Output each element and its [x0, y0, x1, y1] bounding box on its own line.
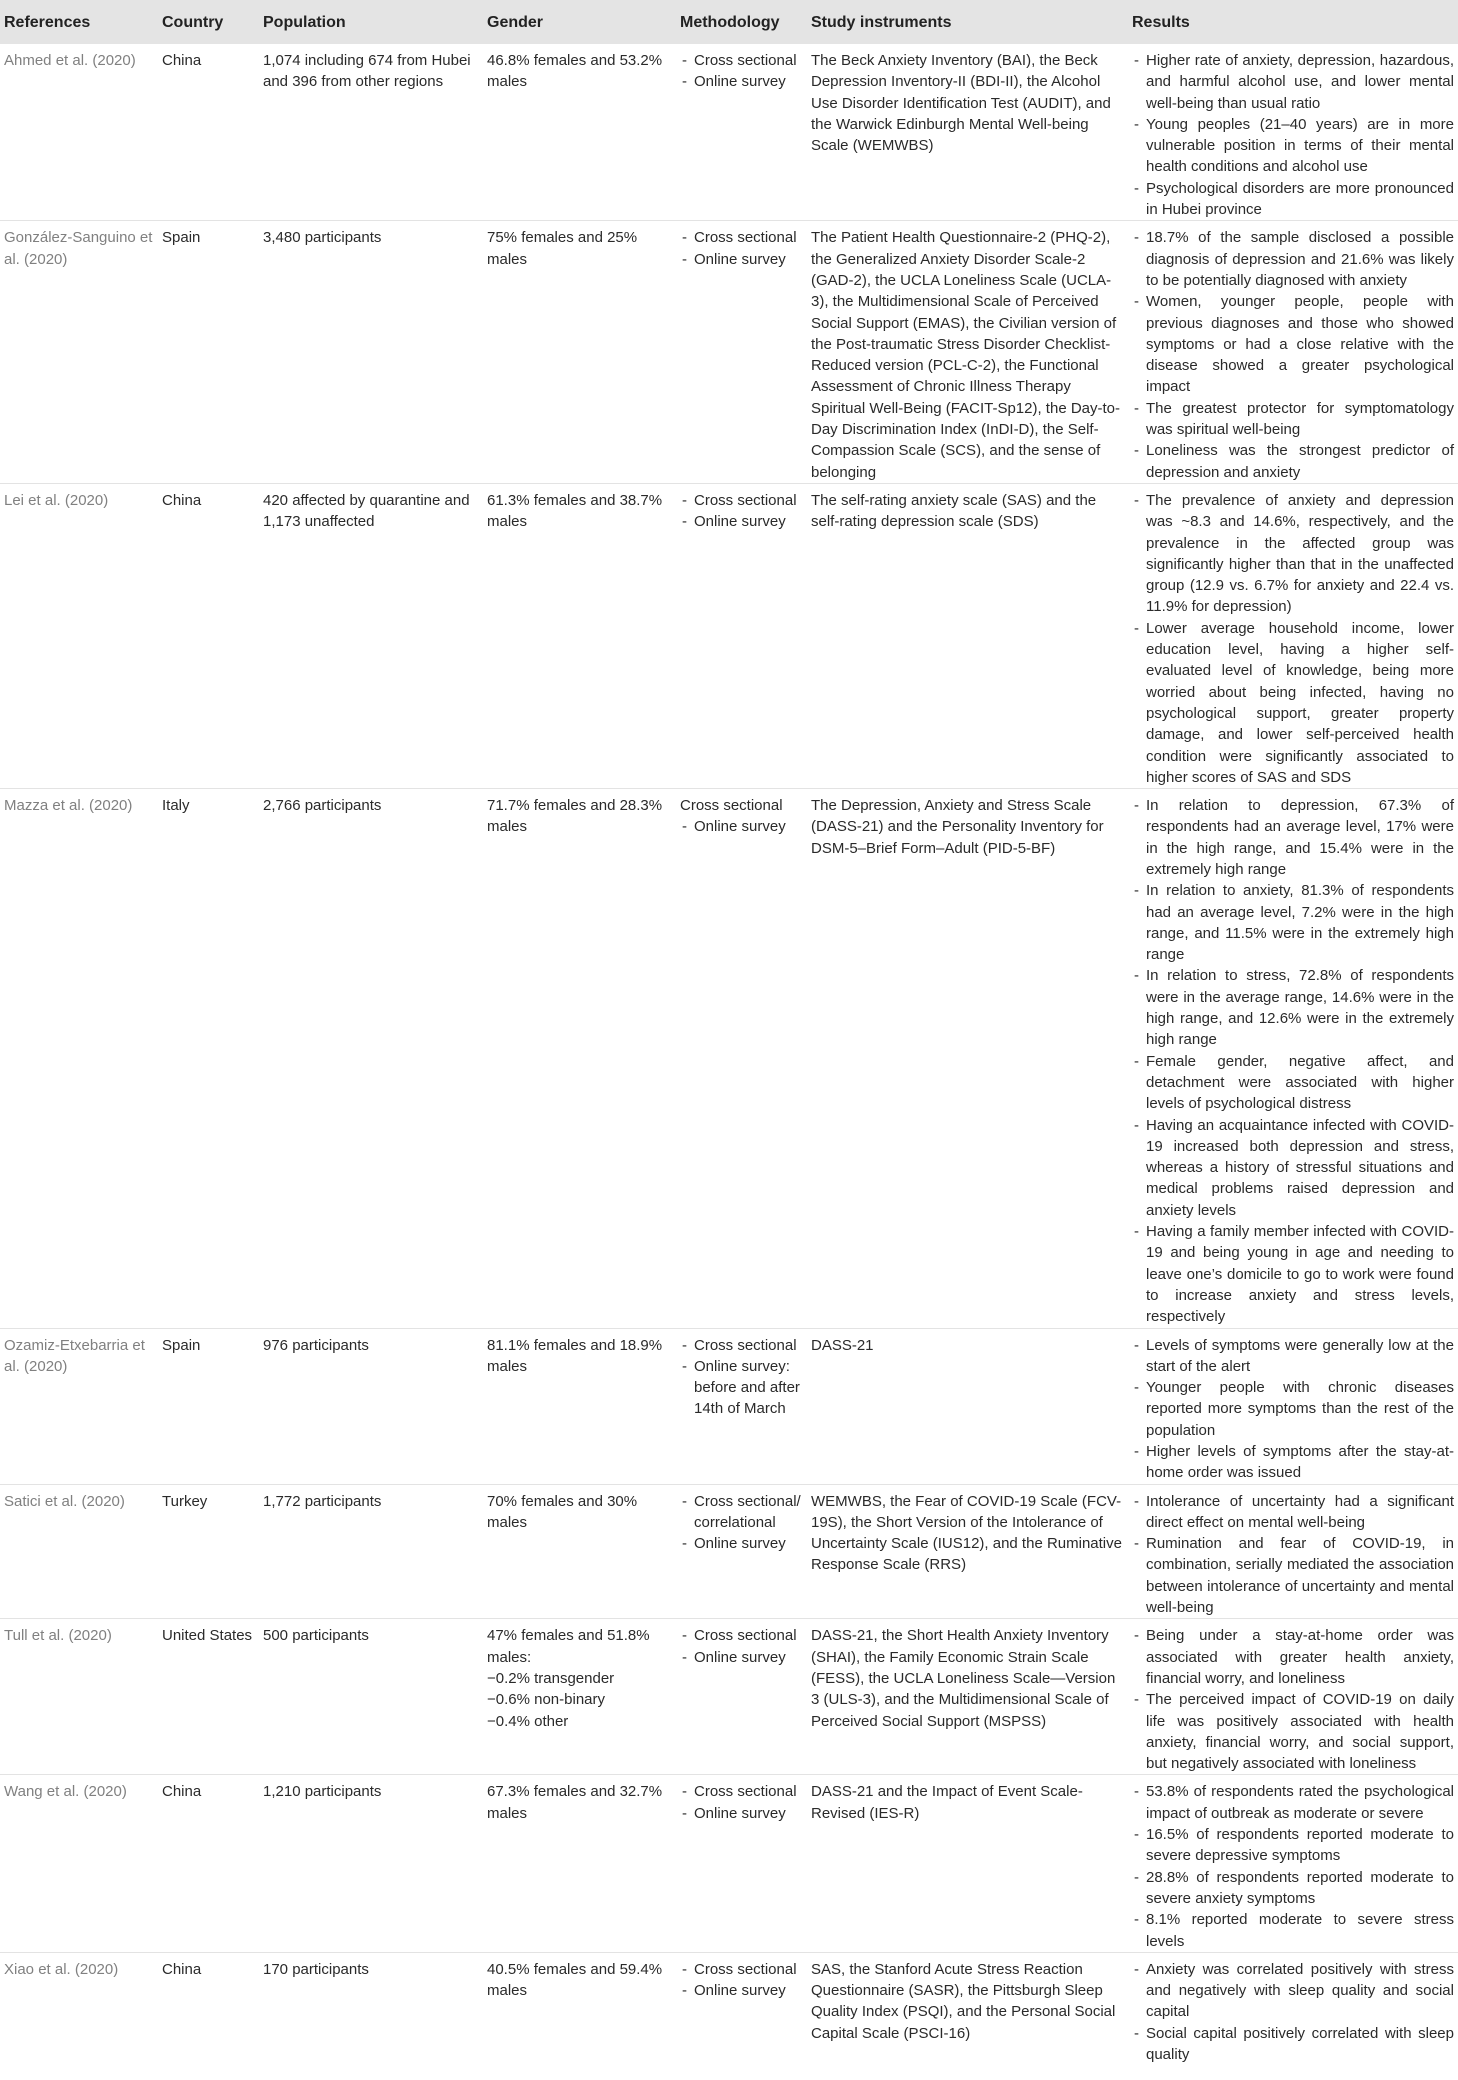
cell-study-instruments: WEMWBS, the Fear of COVID-19 Scale (FCV-19S), the Short Version of the Intolerance of Uncertainty Scale (IUS12), and the Ruminative Response Scale (RRS) — [811, 1492, 1122, 1574]
cell-study-instruments: DASS-21 and the Impact of Event Scale-Revised (IES-R) — [811, 1783, 1083, 1822]
header-methodology: Methodology — [676, 0, 807, 44]
header-study-instruments: Study instruments — [807, 0, 1128, 44]
methodology-list — [680, 50, 803, 93]
cell-study-instruments: SAS, the Stanford Acute Stress Reaction Questionnaire (SASR), the Pittsburgh Sleep Quality Index (PSQI), and the Personal Social Capital Scale (PSCI-16) — [811, 1960, 1116, 2042]
cell-results — [1128, 44, 1458, 221]
result-item: - Psychological disorders are more pronounced in Hubei province — [1132, 178, 1454, 221]
cell-results — [1128, 1619, 1458, 1775]
table-row — [0, 44, 1458, 221]
result-item: - 18.7% of the sample disclosed a possible diagnosis of depression and 21.6% was likely to be potentially diagnosed with anxiety — [1132, 227, 1454, 291]
cell-population: 500 participants — [263, 1627, 369, 1645]
cell-population: 976 participants — [263, 1336, 369, 1354]
result-item: - In relation to depression, 67.3% of respondents had an average level, 17% were in the high range, and 15.4% were in the extremely high range — [1132, 795, 1454, 880]
gender-line: 67.3% females and 32.7% males — [487, 1783, 663, 1822]
cell-gender — [483, 1619, 676, 1775]
cell-results — [1128, 221, 1458, 484]
methodology-item: - Cross sectional — [680, 490, 803, 511]
result-item: - Social capital positively correlated with sleep quality — [1132, 2023, 1454, 2066]
cell-population: 1,772 participants — [263, 1492, 382, 1510]
methodology-item: - Cross sectional — [680, 1781, 803, 1802]
gender-line: 81.1% females and 18.9% males — [487, 1336, 663, 1375]
cell-study-instruments: DASS-21 — [811, 1336, 874, 1354]
methodology-item: - Online survey: before and after 14th of March — [680, 1356, 803, 1420]
methodology-item: - Cross sectional/ correlational — [680, 1491, 803, 1534]
result-item: - 28.8% of respondents reported moderate to severe anxiety symptoms — [1132, 1867, 1454, 1910]
result-item: - Being under a stay-at-home order was associated with greater health anxiety, financial worry, and loneliness — [1132, 1625, 1454, 1689]
gender-line: −0.2% transgender — [487, 1669, 615, 1687]
table-row — [0, 1775, 1458, 1952]
header-results: Results — [1128, 0, 1458, 44]
methodology-list — [680, 1781, 803, 1824]
cell-country: China — [162, 491, 202, 509]
cell-country: China — [162, 52, 202, 69]
gender-line: 71.7% females and 28.3% males — [487, 797, 663, 836]
cell-study-instruments: The self-rating anxiety scale (SAS) and the self-rating depression scale (SDS) — [811, 491, 1097, 531]
cell-study-instruments: DASS-21, the Short Health Anxiety Inventory (SHAI), the Family Economic Strain Scale (FESS), the UCLA Loneliness Scale—Version 3 (ULS-3), and the Multidimensional Scale of Perceived Social Support (MSPSS) — [811, 1627, 1116, 1730]
results-list — [1132, 490, 1454, 788]
result-item: - Intolerance of uncertainty had a significant direct effect on mental well-being — [1132, 1491, 1454, 1534]
cell-gender — [483, 789, 676, 1328]
result-item: - Higher rate of anxiety, depression, hazardous, and harmful alcohol use, and lower mental well-being than usual ratio — [1132, 50, 1454, 114]
cell-gender — [483, 44, 676, 221]
methodology-item: - Online survey — [680, 1980, 803, 2001]
cell-methodology — [676, 1484, 807, 1619]
cell-country: Italy — [162, 797, 190, 815]
result-item: - Anxiety was correlated positively with stress and negatively with sleep quality and social capital — [1132, 1959, 1454, 2023]
methodology-item: - Online survey — [680, 249, 803, 270]
result-item: - Higher levels of symptoms after the stay-at-home order was issued — [1132, 1441, 1454, 1484]
cell-reference: Mazza et al. (2020) — [4, 797, 133, 815]
methodology-list — [680, 1491, 803, 1555]
result-item: - Women, younger people, people with previous diagnoses and those who showed symptoms or had a close relative with the disease showed a greater psychological impact — [1132, 291, 1454, 397]
cell-population: 1,210 participants — [263, 1783, 382, 1801]
cell-results — [1128, 1952, 1458, 2080]
table-row — [0, 1328, 1458, 1484]
cell-population: 1,074 including 674 from Hubei and 396 from other regions — [263, 52, 471, 91]
result-item: - Loneliness was the strongest predictor of depression and anxiety — [1132, 440, 1454, 483]
result-item: - The perceived impact of COVID-19 on daily life was positively associated with health anxiety, financial worry, and social support, but negatively associated with loneliness — [1132, 1689, 1454, 1774]
result-item: - Rumination and fear of COVID-19, in combination, serially mediated the association between intolerance of uncertainty and mental well-being — [1132, 1533, 1454, 1618]
methodology-list — [680, 227, 803, 270]
result-item: - Young peoples (21–40 years) are in more vulnerable position in terms of their mental health conditions and alcohol use — [1132, 114, 1454, 178]
result-item: - The prevalence of anxiety and depression was ~8.3 and 14.6%, respectively, and the prevalence in the affected group was significantly higher than that in the unaffected group (12.9 vs. 6.7% for anxiety and 22.4 vs. 11.9% for depression) — [1132, 490, 1454, 618]
cell-methodology — [676, 44, 807, 221]
cell-reference: Satici et al. (2020) — [4, 1492, 125, 1510]
result-item: - 53.8% of respondents rated the psychological impact of outbreak as moderate or severe — [1132, 1781, 1454, 1824]
result-item: - Having an acquaintance infected with COVID-19 increased both depression and stress, whereas a history of stressful situations and medical problems raised depression and anxiety levels — [1132, 1115, 1454, 1221]
table-header — [0, 0, 1458, 44]
methodology-item: Cross sectional — [680, 797, 783, 815]
cell-reference: González-Sanguino et al. (2020) — [4, 229, 153, 268]
gender-line: 40.5% females and 59.4% males — [487, 1960, 663, 2000]
cell-country: China — [162, 1960, 202, 1978]
gender-line: −0.6% non-binary — [487, 1691, 605, 1709]
cell-methodology — [676, 1952, 807, 2080]
cell-country: Spain — [162, 1336, 201, 1354]
cell-country: United States — [162, 1627, 253, 1645]
gender-line: 46.8% females and 53.2% males — [487, 52, 663, 91]
header-row — [0, 0, 1458, 44]
gender-line: 61.3% females and 38.7% males — [487, 491, 663, 531]
cell-reference: Xiao et al. (2020) — [4, 1960, 119, 1978]
header-population: Population — [259, 0, 483, 44]
methodology-list — [680, 1625, 803, 1668]
result-item: - 8.1% reported moderate to severe stress levels — [1132, 1909, 1454, 1952]
table-body — [0, 44, 1458, 2080]
cell-population: 2,766 participants — [263, 797, 382, 815]
cell-results — [1128, 483, 1458, 788]
result-item: - Female gender, negative affect, and detachment were associated with higher levels of psychological distress — [1132, 1051, 1454, 1115]
methodology-item: - Cross sectional — [680, 1335, 803, 1356]
cell-reference: Ahmed et al. (2020) — [4, 52, 136, 69]
cell-reference: Lei et al. (2020) — [4, 491, 109, 509]
methodology-item: - Online survey — [680, 816, 803, 837]
cell-methodology — [676, 1328, 807, 1484]
header-gender: Gender — [483, 0, 676, 44]
gender-line: 75% females and 25% males — [487, 229, 638, 268]
cell-country: Turkey — [162, 1492, 208, 1510]
cell-study-instruments: The Depression, Anxiety and Stress Scale (DASS-21) and the Personality Inventory for DSM-5–Brief Form–Adult (PID-5-BF) — [811, 797, 1104, 857]
results-list — [1132, 795, 1454, 1327]
cell-population: 170 participants — [263, 1960, 369, 1978]
cell-gender — [483, 221, 676, 484]
methodology-list — [680, 1959, 803, 2002]
result-item: - Younger people with chronic diseases reported more symptoms than the rest of the population — [1132, 1377, 1454, 1441]
result-item: - Levels of symptoms were generally low at the start of the alert — [1132, 1335, 1454, 1378]
methodology-list — [680, 490, 803, 533]
table-row — [0, 1484, 1458, 1619]
cell-study-instruments: The Beck Anxiety Inventory (BAI), the Beck Depression Inventory-II (BDI-II), the Alcohol Use Disorder Identification Test (AUDIT), and the Warwick Edinburgh Mental Well-being Scale (WEMWBS) — [811, 52, 1111, 155]
cell-gender — [483, 483, 676, 788]
methodology-item: - Online survey — [680, 1803, 803, 1824]
cell-methodology — [676, 1775, 807, 1952]
methodology-item: - Cross sectional — [680, 50, 803, 71]
methodology-list — [680, 795, 803, 838]
methodology-item: - Online survey — [680, 511, 803, 532]
cell-reference: Ozamiz-Etxebarria et al. (2020) — [4, 1336, 145, 1375]
header-references: References — [0, 0, 158, 44]
cell-results — [1128, 1484, 1458, 1619]
result-item: - In relation to anxiety, 81.3% of respondents had an average level, 7.2% were in the high range, and 11.5% were in the extremely high range — [1132, 880, 1454, 965]
methodology-item: - Cross sectional — [680, 1959, 803, 1980]
cell-methodology — [676, 1619, 807, 1775]
table-row — [0, 1952, 1458, 2080]
gender-line: 47% females and 51.8% males: — [487, 1627, 650, 1666]
methodology-item: - Cross sectional — [680, 227, 803, 248]
results-list — [1132, 1491, 1454, 1619]
cell-methodology — [676, 789, 807, 1328]
cell-country: China — [162, 1783, 202, 1801]
results-list — [1132, 227, 1454, 483]
table-row — [0, 789, 1458, 1328]
cell-results — [1128, 1328, 1458, 1484]
result-item: - 16.5% of respondents reported moderate to severe depressive symptoms — [1132, 1824, 1454, 1867]
methodology-item: - Online survey — [680, 1533, 803, 1554]
results-list — [1132, 1959, 1454, 2065]
cell-results — [1128, 789, 1458, 1328]
results-list — [1132, 1335, 1454, 1484]
results-list — [1132, 50, 1454, 220]
methodology-item: - Online survey — [680, 1647, 803, 1668]
results-list — [1132, 1625, 1454, 1774]
results-list — [1132, 1781, 1454, 1951]
cell-reference: Wang et al. (2020) — [4, 1783, 127, 1801]
cell-gender — [483, 1484, 676, 1619]
table-row — [0, 221, 1458, 484]
cell-population: 420 affected by quarantine and 1,173 unaffected — [263, 491, 470, 531]
cell-results — [1128, 1775, 1458, 1952]
result-item: - The greatest protector for symptomatology was spiritual well-being — [1132, 398, 1454, 441]
gender-line: 70% females and 30% males — [487, 1492, 638, 1531]
cell-reference: Tull et al. (2020) — [4, 1627, 112, 1645]
result-item: - Lower average household income, lower education level, having a higher self-evaluated level of knowledge, being more worried about being infected, having no psychological support, greater property damage, and lower self-perceived health condition were significantly associated to higher scores of SAS and SDS — [1132, 618, 1454, 788]
cell-gender — [483, 1328, 676, 1484]
table-row — [0, 1619, 1458, 1775]
result-item: - In relation to stress, 72.8% of respondents were in the average range, 14.6% were in the high range, and 12.6% were in the extremely high range — [1132, 965, 1454, 1050]
cell-methodology — [676, 483, 807, 788]
cell-country: Spain — [162, 229, 201, 247]
methodology-list — [680, 1335, 803, 1420]
methodology-item: - Cross sectional — [680, 1625, 803, 1646]
cell-population: 3,480 participants — [263, 229, 382, 247]
cell-gender — [483, 1775, 676, 1952]
methodology-item: - Online survey — [680, 71, 803, 92]
result-item: - Having a family member infected with COVID-19 and being young in age and needing to leave one’s domicile to go to work were found to increase anxiety and stress levels, respectively — [1132, 1221, 1454, 1327]
gender-line: −0.4% other — [487, 1712, 569, 1730]
cell-methodology — [676, 221, 807, 484]
header-country: Country — [158, 0, 259, 44]
cell-gender — [483, 1952, 676, 2080]
table-row — [0, 483, 1458, 788]
cell-study-instruments: The Patient Health Questionnaire-2 (PHQ-2), the Generalized Anxiety Disorder Scale-2 (GAD-2), the UCLA Loneliness Scale (UCLA-3), the Multidimensional Scale of Perceived Social Support (EMAS), the Civilian version of the Post-traumatic Stress Disorder Checklist-Reduced version (PCL-C-2), the Functional Assessment of Chronic Illness Therapy Spiritual Well-Being (FACIT-Sp12), the Day-to-Day Discrimination Index (InDI-D), the Self-Compassion Scale (SCS), and the sense of belonging — [811, 229, 1121, 481]
